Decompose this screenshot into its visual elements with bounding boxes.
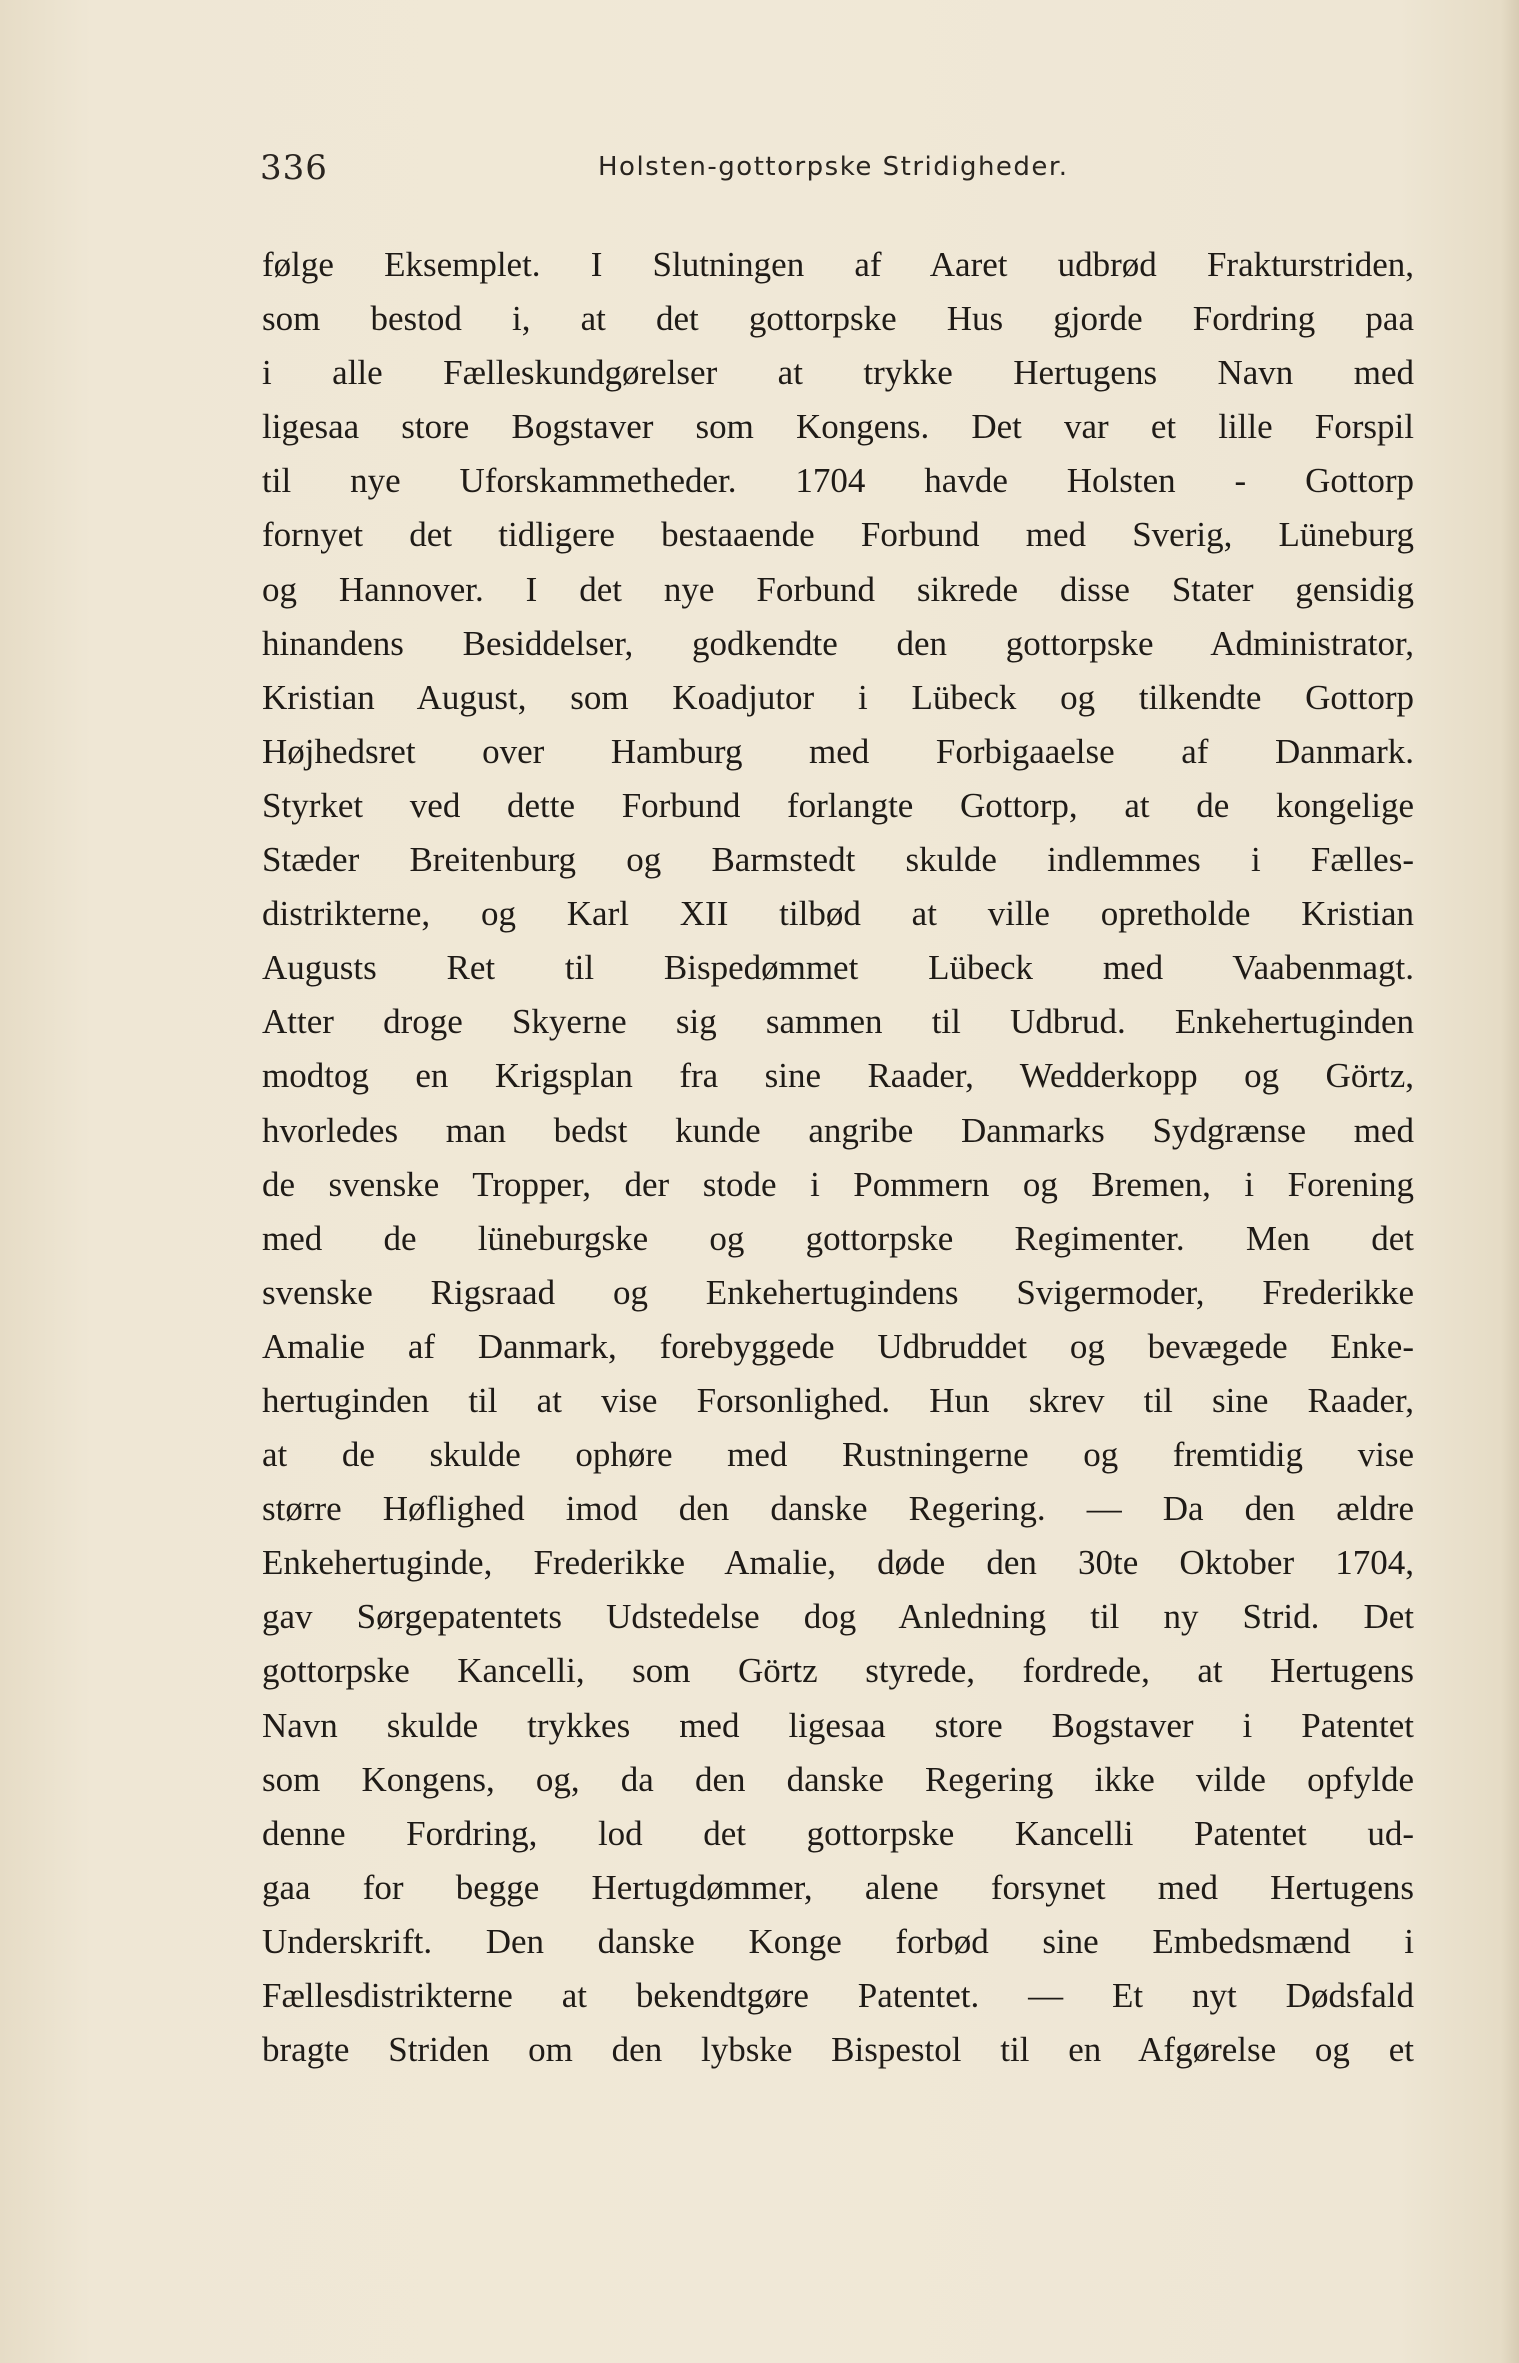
text-line: Atter droge Skyerne sig sammen til Udbrud. Enkehertuginden [262, 1002, 1414, 1042]
text-line: som Kongens, og, da den danske Regering ikke vilde opfylde [262, 1759, 1414, 1799]
text-line: Enkehertuginde, Frederikke Amalie, døde den 30te Oktober 1704, [262, 1543, 1414, 1583]
text-line: fornyet det tidligere bestaaende Forbund med Sverig, Lüneburg [262, 515, 1414, 555]
text-line: større Høflighed imod den danske Regering. — Da den ældre [262, 1489, 1414, 1529]
text-line: Stæder Breitenburg og Barmstedt skulde indlemmes i Fælles- [262, 840, 1414, 880]
text-line: Navn skulde trykkes med ligesaa store Bogstaver i Patentet [262, 1705, 1414, 1745]
text-line: svenske Rigsraad og Enkehertugindens Svigermoder, Frederikke [262, 1272, 1414, 1312]
text-line: gav Sørgepatentets Udstedelse dog Anledning til ny Strid. Det [262, 1597, 1414, 1637]
text-line: ligesaa store Bogstaver som Kongens. Det var et lille Forspil [262, 407, 1414, 447]
text-line: Styrket ved dette Forbund forlangte Gottorp, at de kongelige [262, 785, 1414, 825]
text-line: de svenske Tropper, der stode i Pommern og Bremen, i Forening [262, 1164, 1414, 1204]
text-line: distrikterne, og Karl XII tilbød at ville opretholde Kristian [262, 894, 1414, 934]
text-line: hertuginden til at vise Forsonlighed. Hun skrev til sine Raader, [262, 1380, 1414, 1420]
text-line: denne Fordring, lod det gottorpske Kancelli Patentet ud- [262, 1813, 1414, 1853]
running-head: Holsten-gottorpske Stridigheder. [598, 152, 1069, 182]
text-line: og Hannover. I det nye Forbund sikrede disse Stater gensidig [262, 569, 1414, 609]
text-line: til nye Uforskammetheder. 1704 havde Holsten - Gottorp [262, 461, 1414, 501]
text-line: gaa for begge Hertugdømmer, alene forsynet med Hertugens [262, 1867, 1414, 1907]
text-line: at de skulde ophøre med Rustningerne og fremtidig vise [262, 1435, 1414, 1475]
body-text [262, 238, 1414, 2077]
text-line: Kristian August, som Koadjutor i Lübeck og tilkendte Gottorp [262, 677, 1414, 717]
text-line: Underskrift. Den danske Konge forbød sine Embedsmænd i [262, 1921, 1414, 1961]
text-line: hinandens Besiddelser, godkendte den gottorpske Administrator, [262, 623, 1414, 663]
text-line: Højhedsret over Hamburg med Forbigaaelse af Danmark. [262, 731, 1414, 771]
page-number: 336 [260, 148, 328, 188]
text-line: følge Eksemplet. I Slutningen af Aaret udbrød Frakturstriden, [262, 245, 1414, 284]
page-edge-shadow [1501, 0, 1519, 2363]
text-line: i alle Fælleskundgørelser at trykke Hertugens Navn med [262, 353, 1414, 393]
text-line: Augusts Ret til Bispedømmet Lübeck med Vaabenmagt. [262, 948, 1414, 988]
text-line: bragte Striden om den lybske Bispestol til en Afgørelse og et [262, 2030, 1414, 2070]
text-line: Amalie af Danmark, forebyggede Udbruddet og bevægede Enke- [262, 1326, 1414, 1366]
text-line: med de lüneburgske og gottorpske Regimenter. Men det [262, 1218, 1414, 1258]
text-line: hvorledes man bedst kunde angribe Danmarks Sydgrænse med [262, 1110, 1414, 1150]
text-line: gottorpske Kancelli, som Görtz styrede, fordrede, at Hertugens [262, 1651, 1414, 1691]
text-line: modtog en Krigsplan fra sine Raader, Wedderkopp og Görtz, [262, 1056, 1414, 1096]
text-line: Fællesdistrikterne at bekendtgøre Patentet. — Et nyt Dødsfald [262, 1976, 1414, 2015]
text-line: som bestod i, at det gottorpske Hus gjorde Fordring paa [262, 299, 1414, 339]
